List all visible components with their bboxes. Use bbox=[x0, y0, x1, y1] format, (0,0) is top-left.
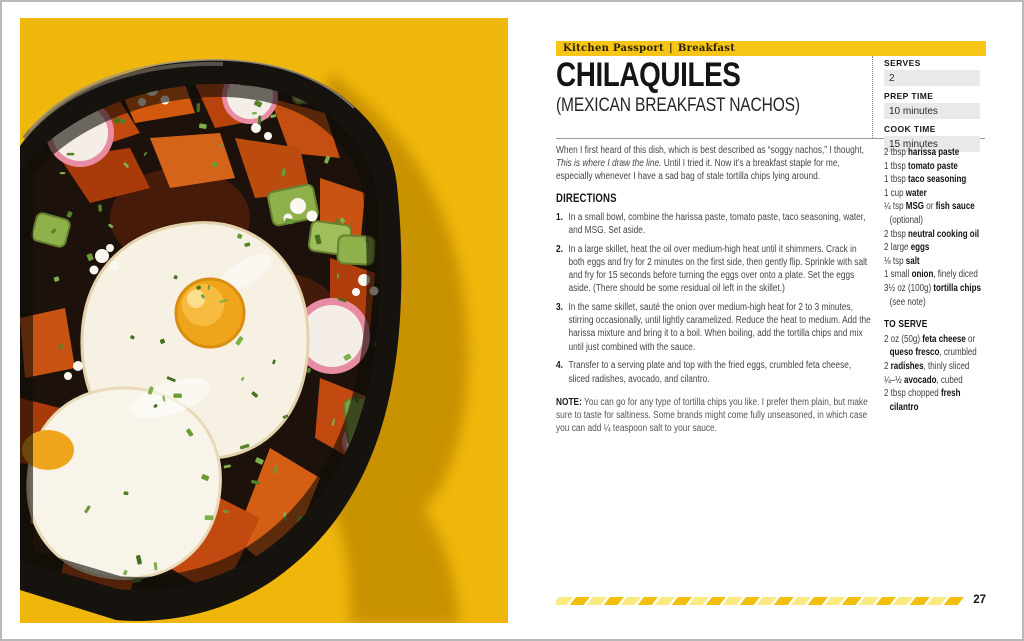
prep-time-value: 10 minutes bbox=[884, 103, 980, 119]
direction-step: 3. In the same skillet, sauté the onion over medium-high heat for 2 to 3 minutes, stirring occasionally, until lightly caramelized. Reduce the heat to medium. Add the harissa mixture and bring it to a boil. When boiling, add the tortilla chips and mix until just combined with the sauce. bbox=[556, 302, 871, 353]
ingredient-item: ¼ tsp MSG or fish sauce (optional) bbox=[884, 201, 975, 226]
section-name: Breakfast bbox=[677, 43, 736, 54]
stripe-dash bbox=[944, 597, 963, 605]
band-separator: | bbox=[668, 43, 673, 54]
ingredient-item: 2 large eggs bbox=[884, 242, 930, 254]
prep-time-label: PREP TIME bbox=[884, 91, 934, 101]
ingredient-item: 1 tbsp tomato paste bbox=[884, 160, 958, 172]
title-block bbox=[556, 58, 800, 117]
recipe-meta bbox=[884, 58, 985, 152]
ingredient-item: 2 tbsp chopped fresh cilantro bbox=[884, 388, 961, 413]
ingredients-column bbox=[884, 146, 986, 414]
directions-heading: DIRECTIONS bbox=[556, 192, 617, 205]
ingredient-item: 2 radishes, thinly sliced bbox=[884, 360, 970, 372]
directions-list bbox=[556, 211, 872, 386]
recipe-photo bbox=[20, 18, 508, 623]
direction-step: 1. In a small bowl, combine the harissa paste, tomato paste, taco seasoning, water, and MSG. Set aside. bbox=[556, 211, 866, 237]
serves-label: SERVES bbox=[884, 58, 921, 68]
direction-step: 4. Transfer to a serving plate and top with the fried eggs, crumbled feta cheese, sliced radishes, avocado, and cilantro. bbox=[556, 360, 852, 385]
recipe-subtitle: (MEXICAN BREAKFAST NACHOS) bbox=[556, 95, 800, 116]
to-serve-list bbox=[884, 333, 986, 415]
ingredient-item: ¼–½ avocado, cubed bbox=[884, 374, 963, 386]
note-paragraph: NOTE: You can go for any type of tortilla chips you like. I prefer them plain, but make sure to taste for saltiness. Some brands might come fully unseasoned, in which case you can add ¼ teaspoon salt to your sauce. bbox=[556, 396, 868, 435]
to-serve-heading: TO SERVE bbox=[884, 318, 928, 331]
ingredient-item: 2 tbsp harissa paste bbox=[884, 147, 960, 158]
ingredient-item: 1 cup water bbox=[884, 187, 927, 199]
cook-time-value: 15 minutes bbox=[884, 136, 980, 152]
ingredients-list bbox=[884, 146, 986, 309]
direction-step: 2. In a large skillet, heat the oil over medium-high heat until it shimmers. Crack in both eggs and fry for 2 minutes on the first side, then gently flip. Sprinkle with salt and fry for 15 seconds before turning the eggs over onto a plate. Set the eggs aside. (There should be some residual oil left in the skillet.) bbox=[556, 243, 868, 295]
ingredient-item: ⅛ tsp salt bbox=[884, 255, 920, 267]
decorative-stripe bbox=[556, 597, 966, 605]
dotted-divider bbox=[872, 56, 873, 138]
section-band-label bbox=[556, 43, 735, 54]
ingredient-item: 2 tbsp neutral cooking oil bbox=[884, 228, 980, 240]
series-name: Kitchen Passport bbox=[563, 43, 664, 54]
cook-time-label: COOK TIME bbox=[884, 124, 936, 134]
ingredient-item: 2 oz (50g) feta cheese or queso fresco, crumbled bbox=[884, 333, 977, 359]
intro-paragraph: When I first heard of this dish, which is best described as “soggy nachos,” I thought, This is where I draw the line. Until I tried it. Now it’s a breakfast staple for me, especially whenever I have a sad bag of stale tortilla chips lying around. bbox=[556, 145, 864, 183]
ingredient-item: 1 tbsp taco seasoning bbox=[884, 174, 967, 186]
section-band bbox=[556, 41, 986, 56]
recipe-body bbox=[556, 144, 872, 435]
page-number: 27 bbox=[973, 594, 986, 606]
serves-value: 2 bbox=[884, 70, 980, 86]
ingredient-item: 1 small onion, finely diced bbox=[884, 269, 978, 281]
recipe-title: CHILAQUILES bbox=[556, 56, 741, 94]
ingredient-item: 3½ oz (100g) tortilla chips (see note) bbox=[884, 282, 981, 308]
